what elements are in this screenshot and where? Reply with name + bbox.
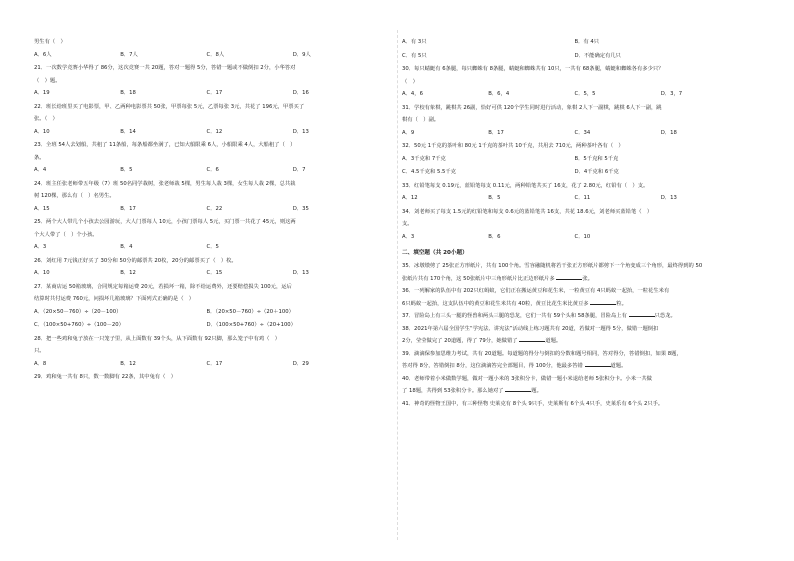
question-27-cont: 结算时共付运费 760元，问损坏几箱玻璃？下面列式正确的是（ ） [34,296,195,302]
question-22-options [34,126,379,140]
option-d: D．4千克和 6千克 [574,169,619,175]
answer-blank[interactable] [556,274,582,280]
question-21-options [34,87,379,101]
question-28-cont: 只。 [34,348,45,354]
option-c: C．有 5只 [402,52,427,59]
option-a: A．8 [34,360,47,367]
option-c: C．5 [206,244,219,250]
question-29-options-cd [402,50,747,64]
question-26: 26．刘红用 7元钱正好买了 30分和 50分的邮票共 20枚，20分的邮票买了（ ）枚。 [34,257,237,264]
question-30: 30．每只蜻蜓有 6条腿，每只蜘蛛有 8条腿，蜻蜓和蜘蛛共有 10只，一共有 68条腿，蜻蜓和蜘蛛各有多少只？ [402,66,664,72]
question-31-cont: 棋有（ ）副。 [402,117,440,123]
option-a: A．4 [34,167,47,173]
question-31: 31．学校有象棋，跳棋共 26副，恰好可供 120个学生同时进行活动，象棋 2人下一副棋，跳棋 6人下一副，跳 [402,104,662,111]
question-35-cont: 张纸片共有 170个角，这 50张纸片中三角形纸片比正边形纸片多 张。 [402,275,593,282]
question-24: 24．班主任张老师带五年级（7）班 50名同学栽树，张老师栽 5棵，男生每人栽 3棵，女生每人栽 2棵，总共栽 [34,180,296,187]
question-39-cont: 答对得 8分，答错倒扣 8分，这位滴滴答完全部题目，得 100分，他最多答错 道题。 [402,363,627,369]
option-d: D．（100×50+760）÷（20+100） [206,322,296,328]
question-27-options-ab [34,306,379,320]
question-32-options-cd [402,166,747,180]
question-22: 22．班长给班里买了电影票，甲、乙两种电影票共 50张，甲票每张 5元，乙票每张 3元，共花了 196元，甲票买了 [34,103,305,110]
option-b: B．17 [488,129,504,136]
question-33: 33．红铅笔每支 0.19元，蓝铅笔每支 0.11元，两种铅笔共买了 16支，花了 2.80元，红铅有（ ）支。 [402,182,649,189]
option-d: D．9人 [292,51,311,58]
answer-blank[interactable] [505,386,531,392]
option-c: C．8人 [206,51,225,58]
option-c: C．17 [206,360,223,367]
question-21: 21．一次数学竞赛小华得了 86分，这次竞赛一共 20题，答对一题得 5分，答错一题或不做倒扣 2分，小华答对 [34,65,296,71]
option-d: D．3，7 [660,91,683,97]
section-heading-fill-in: 二、填空题（共 20小题） [402,250,468,256]
option-d: D．29 [292,360,309,367]
question-34: 34．刘老师买了每支 1.5元的红铅笔和每支 0.6元的蓝铅笔共 16支，共花 18.6元，刘老师买蓝铅笔（ ） [402,208,653,215]
question-20-tail: 男生有（ ） [34,39,66,45]
option-a: A．6人 [34,51,52,58]
question-39: 39．滴滴保参加思维力考试，共有 20道题。每道题的得分与倒扣的分数和题号相同，答对得分，答错倒扣，如果 8题， [402,350,682,357]
answer-blank[interactable] [629,311,655,317]
option-b: B．5 [120,167,133,173]
question-34-options [402,231,747,245]
option-a: A．（20×50－760）÷（20－100） [34,308,122,315]
option-b: B．14 [120,128,136,135]
answer-blank[interactable] [519,336,545,342]
question-28: 28．把一些鸡和兔子放在一只笼子里，从上面数有 39个头，从下面数有 92只脚，那么笼子中有鸡（ ） [34,335,281,342]
question-22-cont: 张。（ ） [34,116,58,122]
option-c: C．4.5千克和 5.5千克 [402,169,457,175]
question-38: 38．2021年第六届全国学生“学宪法、讲宪法”活动线上练习题共有 20道，若做对一题得 5分，做错一题倒扣 [402,325,659,332]
question-21-cont: （ ）题。 [34,77,61,84]
option-a: A．3 [402,233,415,240]
option-d: D．不能确定有几只 [574,52,621,59]
option-a: A．10 [34,270,50,276]
question-34-cont: 支。 [402,221,413,227]
option-d: D．35 [292,205,309,212]
question-20-options [34,49,379,63]
question-38-cont: 2分，莹莹做完了 20道题，得了 79分，她做错了 道题。 [402,338,562,344]
option-b: B．4 [120,244,133,250]
option-c: C．10 [574,233,591,240]
question-24-options [34,203,379,217]
question-23-options [34,164,379,178]
option-a: A．12 [402,195,418,201]
option-b: B．12 [120,270,136,276]
question-29-options-ab [402,36,747,50]
left-column [34,36,379,384]
option-c: C．6 [206,167,219,173]
question-30-options [402,88,747,102]
option-d: D．18 [660,129,677,136]
option-b: B．5千克和 5千克 [574,155,619,162]
option-b: B．有 4只 [574,39,600,45]
option-d: D．16 [292,90,309,96]
option-c: C．5，5 [574,91,596,97]
option-c: C．15 [206,270,223,276]
option-a: A．有 3只 [402,39,427,45]
option-b: B．（20×50－760）÷（20＋100） [206,308,294,315]
option-b: B．18 [120,90,136,96]
option-c: C．11 [574,195,591,201]
right-column [402,36,747,410]
option-c: C．12 [206,128,223,135]
question-35: 35．冰墩墩剪了 25张正方形纸片，共有 100个角。雪容融随机将若干张正方形纸片都剪下一个角变成三个角形，最终得到的 50 [402,263,703,269]
question-36: 36．一列解家的队伍中有 202只红蚂蚁，它们正在搬运黄豆和花生米，一粒黄豆有 4只蚂蚁一起抬，一粒花生米有 [402,288,670,294]
question-31-options [402,127,747,141]
question-30-cont: （ ） [402,78,418,85]
option-d: D．7 [292,167,306,173]
question-27-options-cd [34,319,379,333]
question-25-cont: 个大人带了（ ）个小孩。 [34,231,98,238]
question-36-cont: 6只蚂蚁一起抬，这支队伍中的黄豆和花生米共有 40粒，黄豆比花生米比黄豆多 粒。 [402,300,627,307]
question-37: 37．冒险岛上有三头一腿的怪兽和两头三腿的恐龙，它们一共有 59个头和 58条腿，冒险岛上有 只恐龙。 [402,313,676,319]
option-a: A．15 [34,205,50,212]
answer-blank[interactable] [585,361,611,367]
option-a: A．3千克和 7千克 [402,155,446,162]
option-b: B．5 [488,195,501,201]
question-40: 40．老师带着小米做数学题，做对一题小米的 3张积分卡，做错一题小米退给老师 5张积分卡。小米一共做 [402,375,652,382]
option-a: A．4，6 [402,91,423,97]
question-25: 25．两个大人带几个小孩去公园游玩，大人门票每人 10元，小孩门票每人 5元，买门票一共花了 45元，则这两 [34,219,296,225]
option-d: D．13 [292,270,309,276]
option-a: A．3 [34,244,47,250]
question-29: 29．鸡和兔一共有 8只，数一数脚有 22条，其中兔有（ ） [34,374,177,380]
option-a: A．9 [402,129,415,136]
question-41: 41．神奇的怪物王国中，有三种怪物 史莱克有 8个头 9只手，史莱斯有 6个头 4只手，史莱乐有 6个头 2只手。 [402,400,664,407]
option-c: C．34 [574,129,591,136]
option-c: C．22 [206,205,223,212]
question-25-options [34,241,379,255]
option-d: D．13 [660,195,677,201]
question-24-cont: 树 120棵，那么有（ ）名男生。 [34,193,115,199]
column-divider [397,30,398,540]
question-23: 23．全班 54人去划船，共租了 11条船，每条船都坐满了，已知大船限乘 6人，小船限乘 4人，大船租了（ ） [34,142,296,148]
question-23-cont: 条。 [34,154,45,161]
option-c: C．（100×50+760）÷（100－20） [34,322,124,328]
option-b: B．7人 [120,51,138,58]
option-b: B．6 [488,233,501,240]
question-26-options [34,267,379,281]
question-40-cont: 了 18题，共得到 53张积分卡。那么她对了 题。 [402,388,542,394]
question-33-options [402,192,747,206]
option-b: B．6，4 [488,91,510,97]
option-a: A．10 [34,128,50,135]
question-27: 27．某商店运 50箱玻璃，合同规定每箱运费 20元，若损坏一箱，除不给运费外，还要赔偿损失 100元，运后 [34,283,292,290]
answer-blank[interactable] [590,299,616,305]
question-32: 32．50元 1千克的茶叶和 80元 1千克的茶叶共 10千克，共用去 710元，两种茶叶各有（ ） [402,143,624,149]
option-d: D．13 [292,128,309,135]
question-28-options [34,358,379,372]
question-32-options-ab [402,153,747,167]
option-a: A．19 [34,90,50,96]
option-b: B．12 [120,360,136,367]
option-b: B．17 [120,205,136,212]
option-c: C．17 [206,90,223,96]
